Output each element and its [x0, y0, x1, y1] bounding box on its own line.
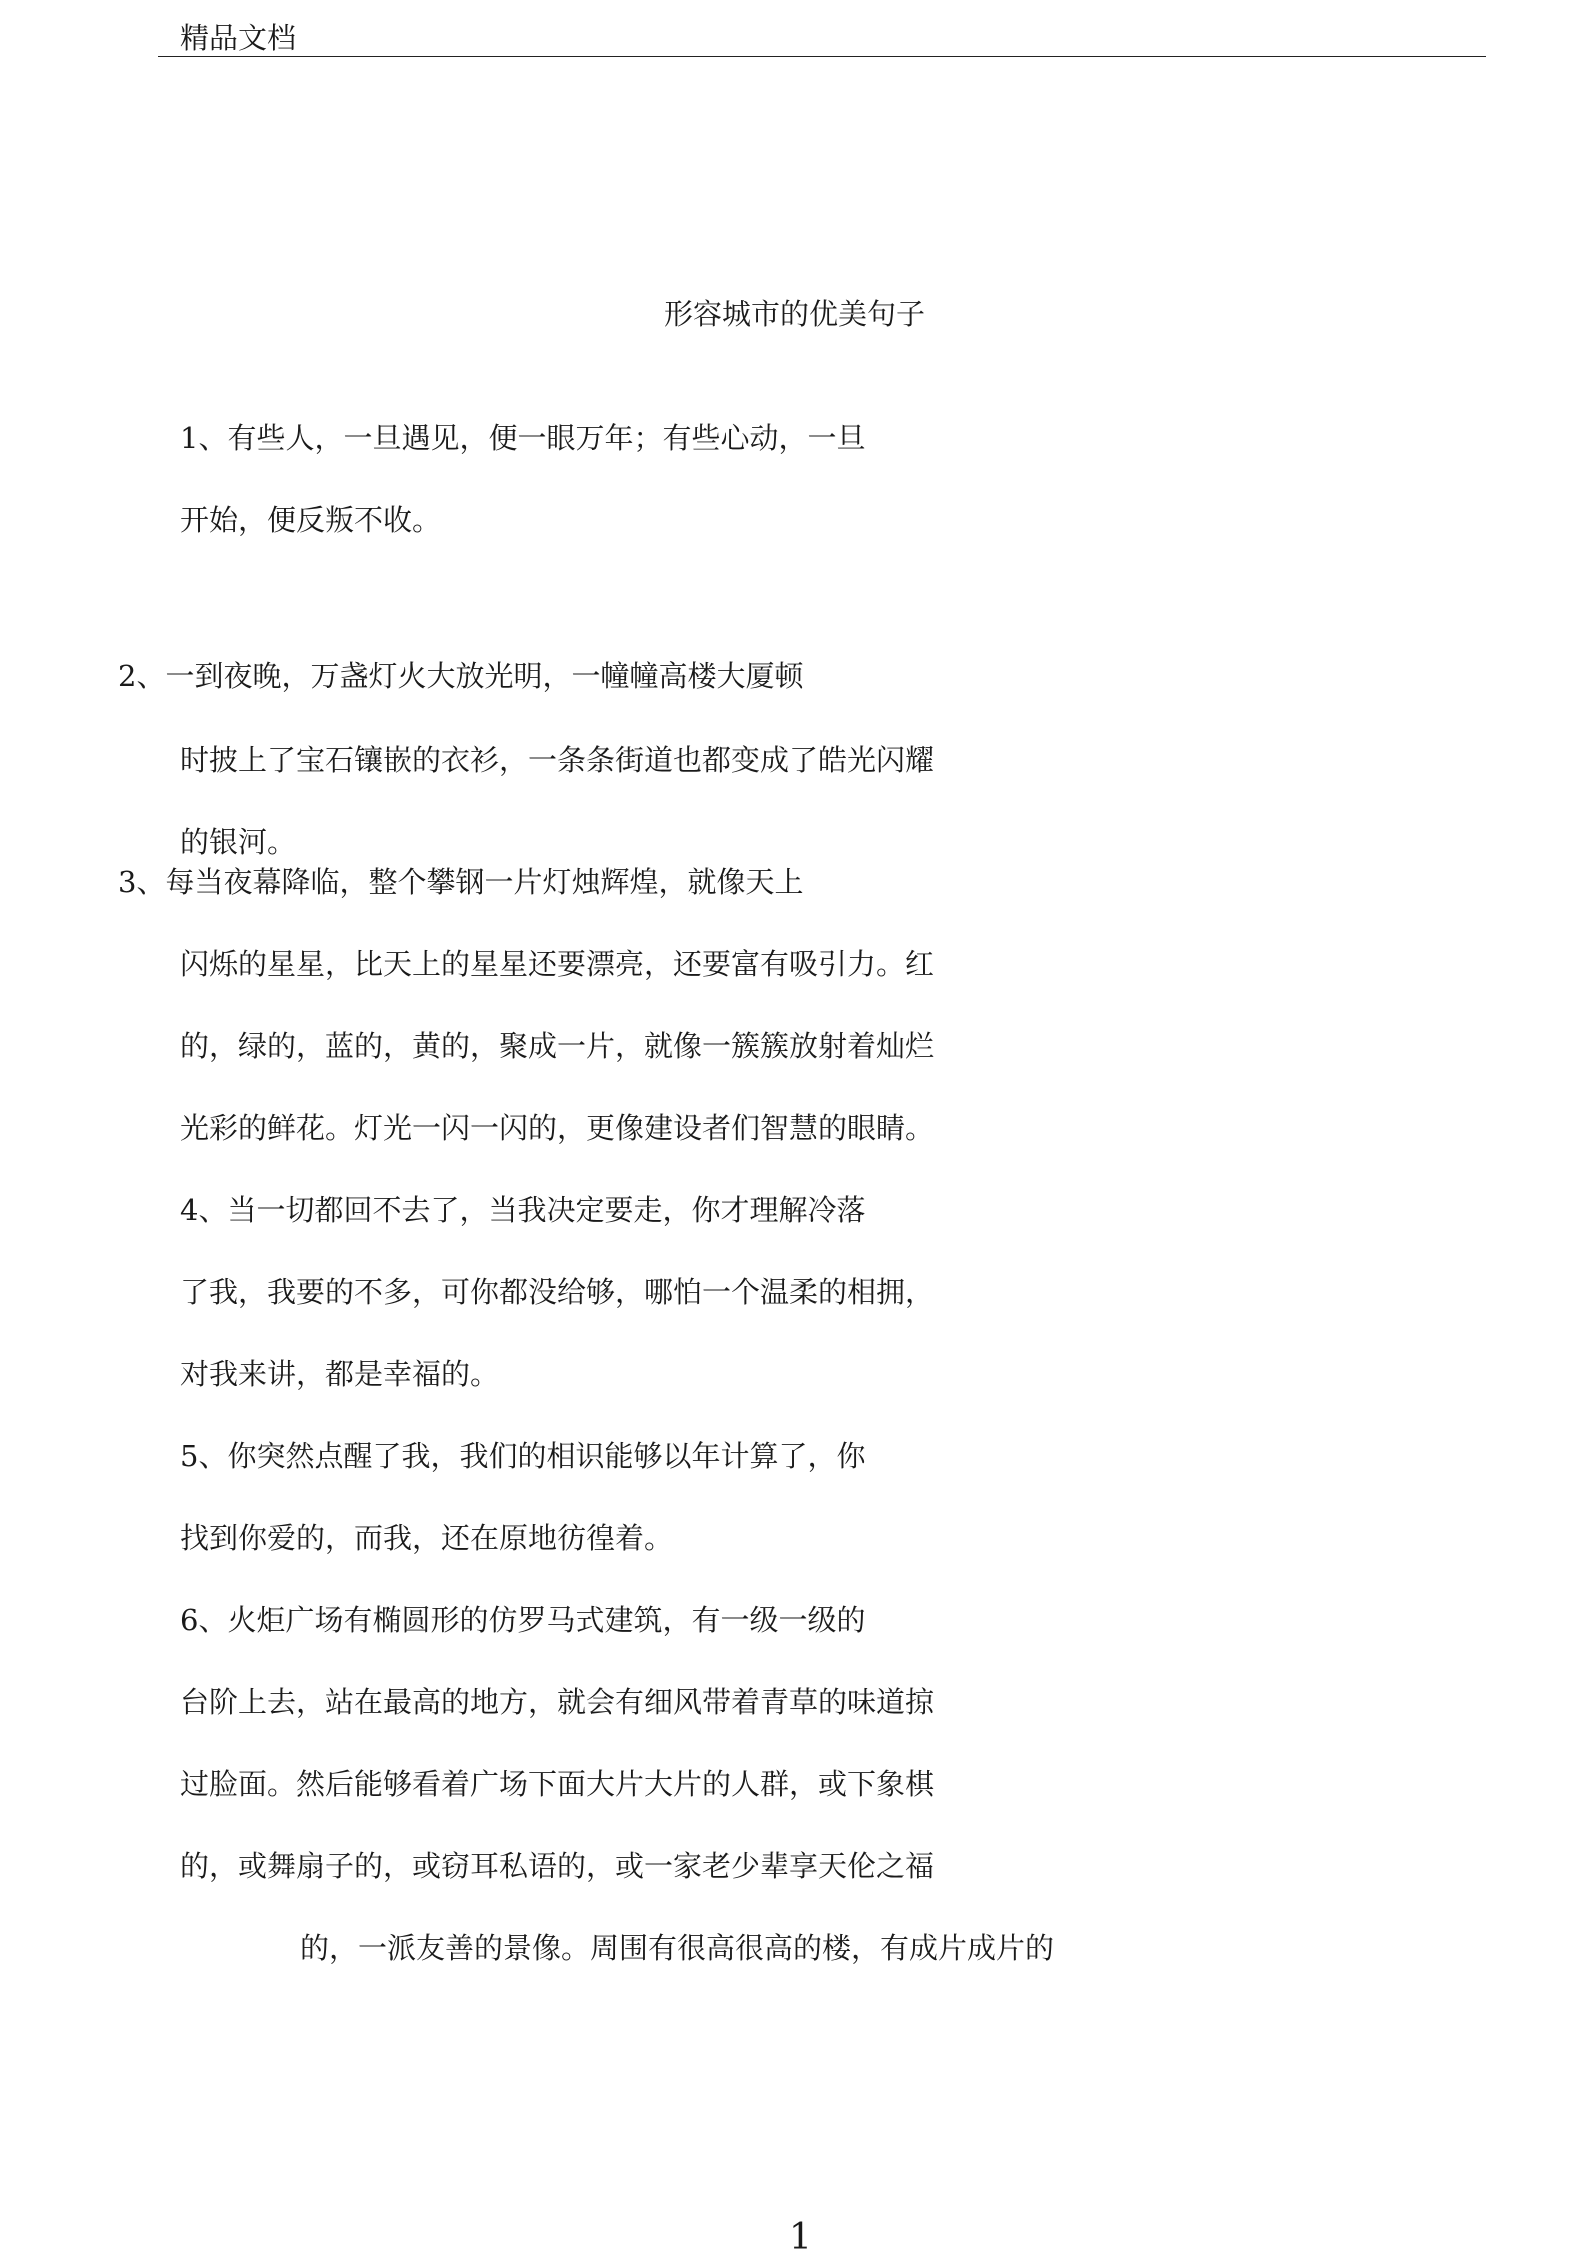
paragraph-line: 6、火炬广场有椭圆形的仿罗马式建筑，有一级一级的 [180, 1603, 866, 1637]
paragraph-line: 2、一到夜晚，万盏灯火大放光明，一幢幢高楼大厦顿 [118, 659, 804, 693]
paragraph-line: 了我，我要的不多，可你都没给够，哪怕一个温柔的相拥， [180, 1275, 935, 1309]
paragraph-line: 过脸面。然后能够看着广场下面大片大片的人群，或下象棋 [180, 1767, 935, 1801]
paragraph-line: 的银河。 [180, 825, 297, 859]
header-divider [158, 56, 1486, 57]
document-title: 形容城市的优美句子 [664, 297, 926, 331]
paragraph-line: 找到你爱的，而我，还在原地彷徨着。 [180, 1521, 674, 1555]
paragraph-line: 台阶上去，站在最高的地方，就会有细风带着青草的味道掠 [180, 1685, 935, 1719]
paragraph-line: 时披上了宝石镶嵌的衣衫，一条条街道也都变成了皓光闪耀 [180, 743, 935, 777]
paragraph-line: 光彩的鲜花。灯光一闪一闪的，更像建设者们智慧的眼睛。 [180, 1111, 935, 1145]
paragraph-line: 3、每当夜幕降临，整个攀钢一片灯烛辉煌，就像天上 [118, 865, 804, 899]
header-text: 精品文档 [180, 21, 297, 55]
paragraph-line: 的，一派友善的景像。周围有很高很高的楼，有成片成片的 [300, 1931, 1055, 1965]
paragraph-line: 的，或舞扇子的，或窃耳私语的，或一家老少辈享天伦之福 [180, 1849, 935, 1883]
paragraph-line: 闪烁的星星，比天上的星星还要漂亮，还要富有吸引力。红 [180, 947, 935, 981]
paragraph-line: 5、你突然点醒了我，我们的相识能够以年计算了，你 [180, 1439, 866, 1473]
paragraph-line: 开始，便反叛不收。 [180, 503, 442, 537]
paragraph-line: 的，绿的，蓝的，黄的，聚成一片，就像一簇簇放射着灿烂 [180, 1029, 935, 1063]
page-number: 1 [789, 2217, 812, 2258]
paragraph-line: 4、当一切都回不去了，当我决定要走，你才理解冷落 [180, 1193, 866, 1227]
paragraph-line: 对我来讲，都是幸福的。 [180, 1357, 500, 1391]
paragraph-line: 1、有些人，一旦遇见，便一眼万年；有些心动，一旦 [180, 421, 866, 455]
